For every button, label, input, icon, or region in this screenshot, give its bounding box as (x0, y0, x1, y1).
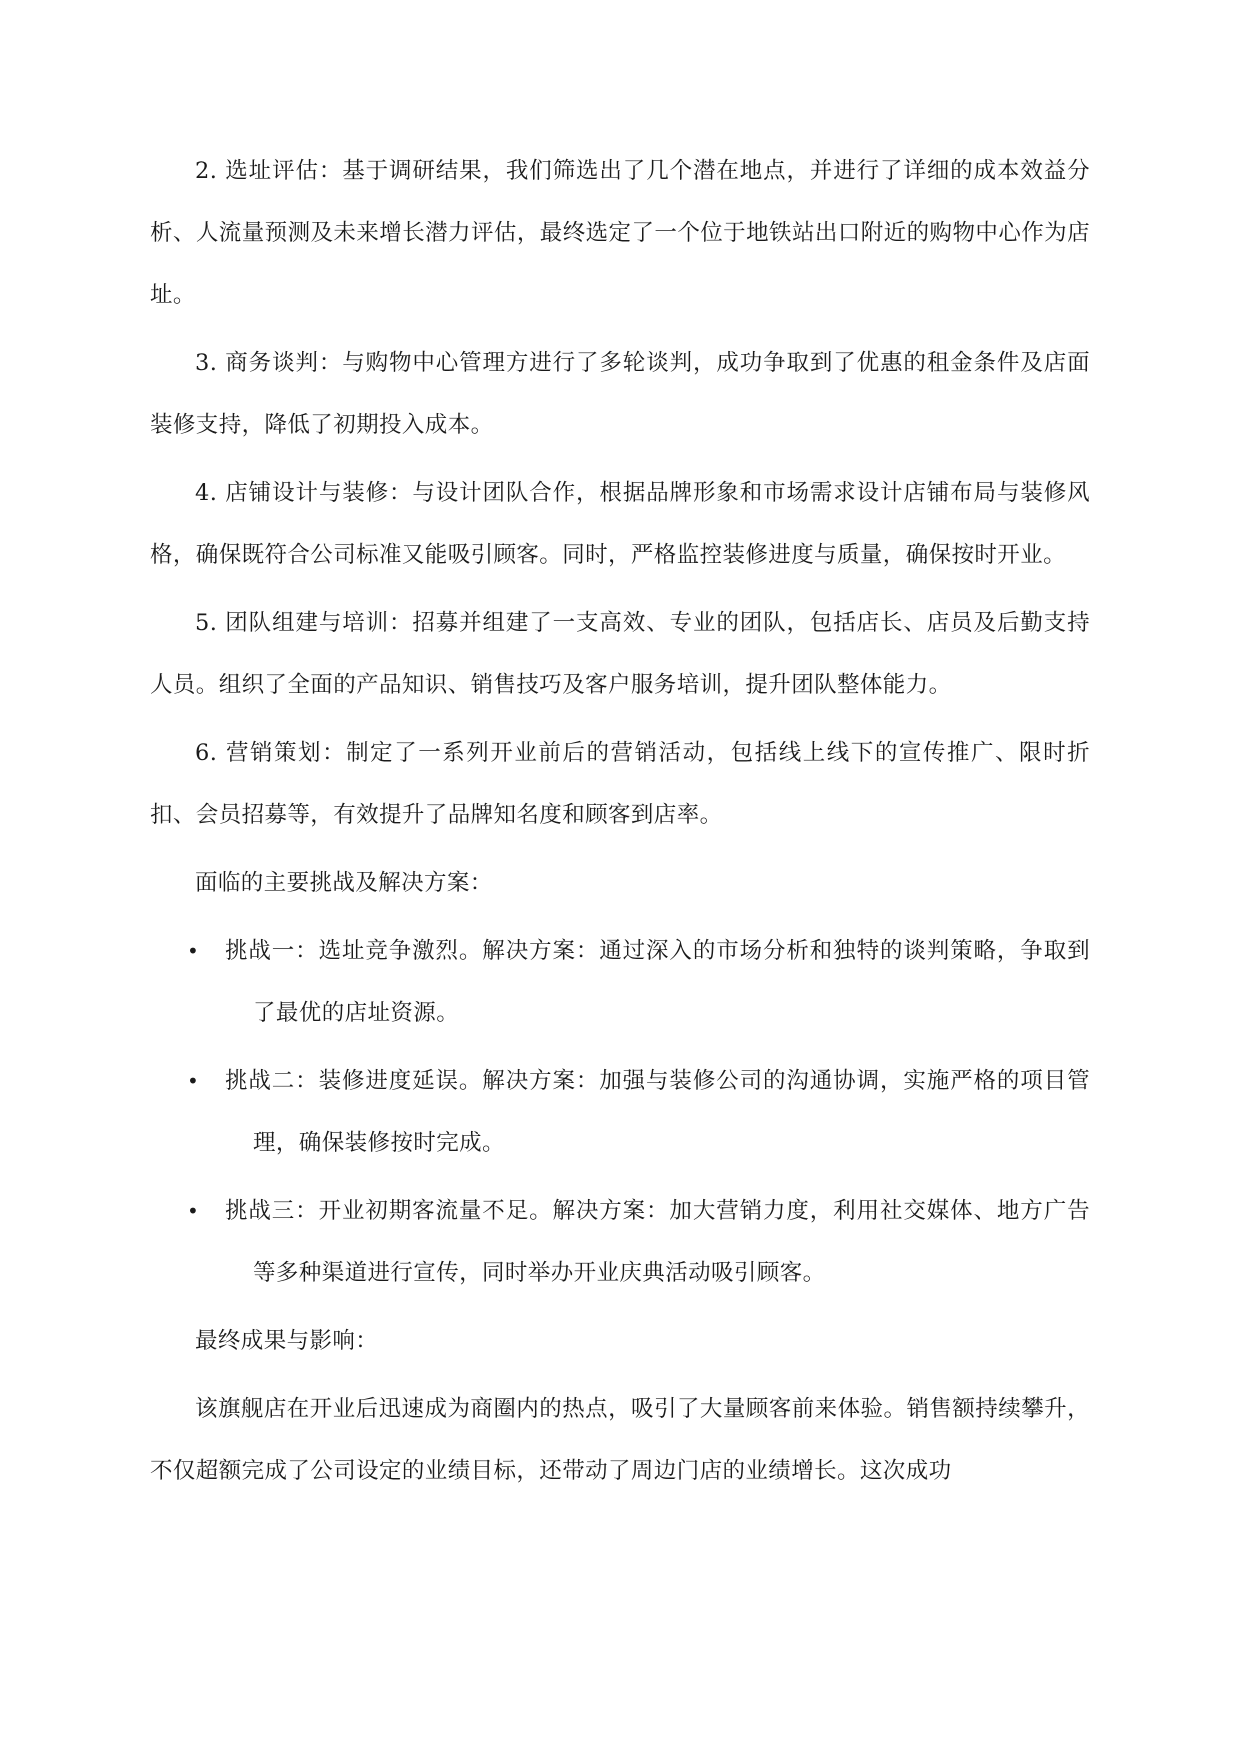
challenge-text: 挑战二：装修进度延误。解决方案：加强与装修公司的沟通协调，实施严格的项目管理，确保装修按时完成。 (225, 1068, 1090, 1156)
list-item (150, 920, 1090, 1044)
step-text: 制定了一系列开业前后的营销活动，包括线上线下的宣传推广、限时折扣、会员招募等，有效提升了品牌知名度和顾客到店率。 (150, 740, 1090, 828)
step-text: 招募并组建了一支高效、专业的团队，包括店长、店员及后勤支持人员。组织了全面的产品知识、销售技巧及客户服务培训，提升团队整体能力。 (150, 610, 1090, 698)
step-heading: 4. 店铺设计与装修： (195, 480, 413, 506)
step-paragraph-6 (150, 722, 1090, 846)
step-paragraph-5 (150, 592, 1090, 716)
challenge-text: 挑战三：开业初期客流量不足。解决方案：加大营销力度，利用社交媒体、地方广告等多种渠道进行宣传，同时举办开业庆典活动吸引顾客。 (225, 1198, 1090, 1286)
step-paragraph-3 (150, 332, 1090, 456)
results-heading: 最终成果与影响： (195, 1328, 379, 1354)
list-item (150, 1180, 1090, 1304)
challenge-text: 挑战一：选址竞争激烈。解决方案：通过深入的市场分析和独特的谈判策略，争取到了最优的店址资源。 (225, 938, 1090, 1026)
step-heading: 5. 团队组建与培训： (195, 610, 413, 636)
results-paragraph: 该旗舰店在开业后迅速成为商圈内的热点，吸引了大量顾客前来体验。销售额持续攀升，不仅超额完成了公司设定的业绩目标，还带动了周边门店的业绩增长。这次成功 (150, 1396, 1090, 1484)
bullet-icon: • (187, 939, 200, 963)
step-text: 基于调研结果，我们筛选出了几个潜在地点，并进行了详细的成本效益分析、人流量预测及未来增长潜力评估，最终选定了一个位于地铁站出口附近的购物中心作为店址。 (150, 158, 1090, 308)
step-paragraph-4 (150, 462, 1090, 586)
step-text: 与设计团队合作，根据品牌形象和市场需求设计店铺布局与装修风格，确保既符合公司标准又能吸引顾客。同时，严格监控装修进度与质量，确保按时开业。 (150, 480, 1090, 568)
step-heading: 3. 商务谈判： (195, 350, 343, 376)
bullet-icon: • (187, 1199, 200, 1223)
step-heading: 2. 选址评估： (195, 158, 343, 184)
step-paragraph-2 (150, 140, 1090, 326)
step-text: 与购物中心管理方进行了多轮谈判，成功争取到了优惠的租金条件及店面装修支持，降低了初期投入成本。 (150, 350, 1090, 438)
document-body (150, 140, 1090, 1508)
step-heading: 6. 营销策划： (195, 740, 347, 766)
challenges-list (150, 920, 1090, 1304)
challenges-heading: 面临的主要挑战及解决方案： (195, 870, 493, 896)
list-item (150, 1050, 1090, 1174)
bullet-icon: • (187, 1069, 200, 1093)
